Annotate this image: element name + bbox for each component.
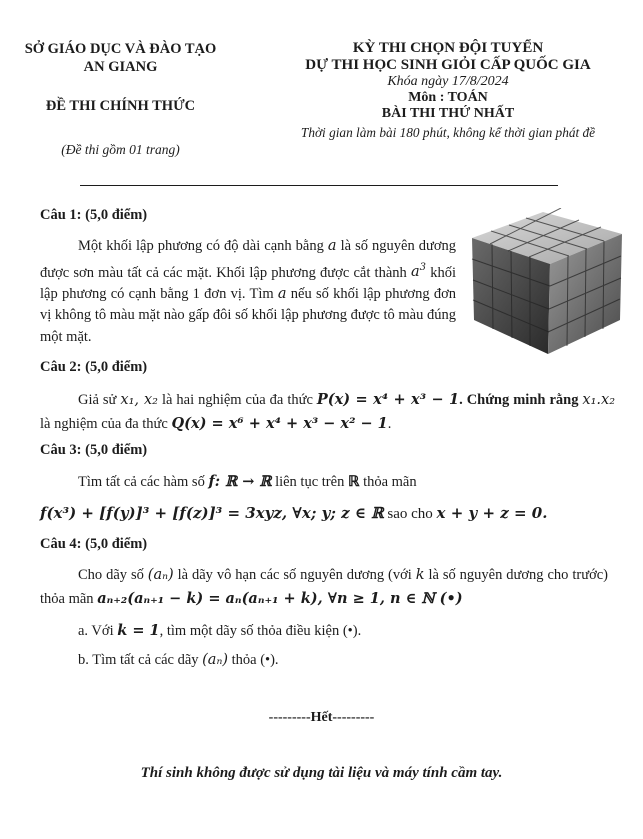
exam-time: Thời gian làm bài 180 phút, không kể thời gian phát đề — [300, 125, 596, 140]
q4-part-a — [78, 620, 618, 643]
q3-text-4: sao cho — [383, 506, 437, 522]
q1-text-2: là số nguyên dương được sơn màu tất cả các mặt. Khối lập phương được cắt thành — [40, 238, 456, 281]
exam-subject: Môn : TOÁN — [408, 90, 488, 105]
q4-b-seq: (aₙ) — [202, 652, 228, 668]
q4-a-label: a. Với — [78, 623, 118, 639]
var-a-cubed: $a^3$ — [410, 262, 427, 281]
department-name — [18, 40, 223, 76]
q4-body — [40, 563, 608, 611]
q1-body — [40, 236, 456, 348]
q2-text-5: . — [387, 416, 392, 432]
q2-roots: x₁, x₂ — [120, 392, 158, 408]
header-divider — [80, 185, 558, 186]
q3-text-2: liên tục trên — [271, 474, 348, 490]
q2-text-2: là hai nghiệm của đa thức — [157, 392, 317, 408]
q3-equation: f(x³) + [f(y)]³ + [f(z)]³ = 3xyz, ∀x; y; z ∈ ℝ — [40, 504, 384, 522]
q3-text-3: thỏa mãn — [359, 474, 417, 490]
exam-title-line1: KỲ THI CHỌN ĐỘI TUYỂN — [352, 40, 544, 56]
q2-text-4: là nghiệm của đa thức — [40, 416, 172, 432]
q3-set: ℝ — [347, 474, 360, 490]
q4-seq: (aₙ) — [147, 567, 174, 583]
q2-poly-p: P(x) = x⁴ + x³ − 1 — [316, 391, 460, 408]
exam-header — [262, 40, 634, 141]
q4-b-label: b. Tìm tất cả các dãy — [78, 652, 203, 668]
q4-text-3: là số nguyên dương cho trước) thỏa mãn — [40, 567, 608, 607]
department-line1: SỞ GIÁO DỤC VÀ ĐÀO TẠO — [24, 41, 217, 57]
exam-title-line2: DỰ THI HỌC SINH GIỎI CẤP QUỐC GIA — [305, 57, 591, 73]
q3-equation-line — [40, 504, 620, 523]
q2-text-3: . Chứng minh rằng — [459, 392, 583, 408]
q1-text-4: nếu số khối lập phương đơn vị không tô màu mặt nào gấp đôi số khối lập phương được tô màu đúng một mặt. — [40, 285, 456, 345]
pages-note: (Đề thi gồm 01 trang) — [61, 142, 180, 157]
exam-type: ĐỀ THI CHÍNH THỨC — [45, 98, 196, 114]
q4-a-text: , tìm một dãy số thỏa điều kiện (•). — [159, 623, 362, 639]
q3-title: Câu 3: (5,0 điểm) — [40, 442, 148, 458]
q1-text-3: khối lập phương có cạnh bằng 1 đơn vị. Tìm — [40, 264, 456, 302]
q4-text-2: là dãy vô hạn các số nguyên dương (với — [173, 567, 416, 583]
q1-title: Câu 1: (5,0 điểm) — [40, 207, 148, 223]
q3-body — [78, 471, 618, 494]
q2-text-1: Giả sử — [78, 392, 121, 408]
footer-note: Thí sinh không được sử dụng tài liệu và máy tính cầm tay. — [140, 765, 503, 781]
q4-b-text: thỏa (•). — [227, 652, 279, 668]
var-a: a — [327, 238, 337, 254]
q2-product: x₁.x₂ — [582, 392, 616, 408]
q4-title: Câu 4: (5,0 điểm) — [40, 536, 148, 552]
exam-date: Khóa ngày 17/8/2024 — [387, 74, 509, 89]
q4-part-b — [78, 650, 618, 672]
rubik-cube-image — [468, 208, 626, 358]
q1-text-1: Một khối lập phương có độ dài cạnh bằng — [78, 238, 328, 254]
exam-paper: BÀI THI THỨ NHẤT — [381, 106, 515, 121]
q4-k: k — [415, 567, 425, 583]
q3-condition: x + y + z = 0. — [436, 504, 548, 522]
q4-a-k: k = 1 — [117, 622, 160, 639]
q3-text-1: Tìm tất cả các hàm số — [78, 474, 209, 490]
q4-recurrence: aₙ₊₂(aₙ₊₁ − k) = aₙ(aₙ₊₁ + k), ∀n ≥ 1, n ∈ ℕ (•) — [97, 590, 463, 607]
q2-title: Câu 2: (5,0 điểm) — [40, 359, 148, 375]
q3-func: f: ℝ → ℝ — [208, 473, 272, 490]
var-a: a — [277, 285, 287, 302]
q4-text-1: Cho dãy số — [78, 567, 148, 583]
end-marker: ---------Hết--------- — [268, 710, 375, 725]
q2-poly-q: Q(x) = x⁶ + x⁴ + x³ − x² − 1 — [171, 415, 388, 432]
q2-body — [40, 388, 615, 436]
department-line2: AN GIANG — [83, 59, 158, 75]
